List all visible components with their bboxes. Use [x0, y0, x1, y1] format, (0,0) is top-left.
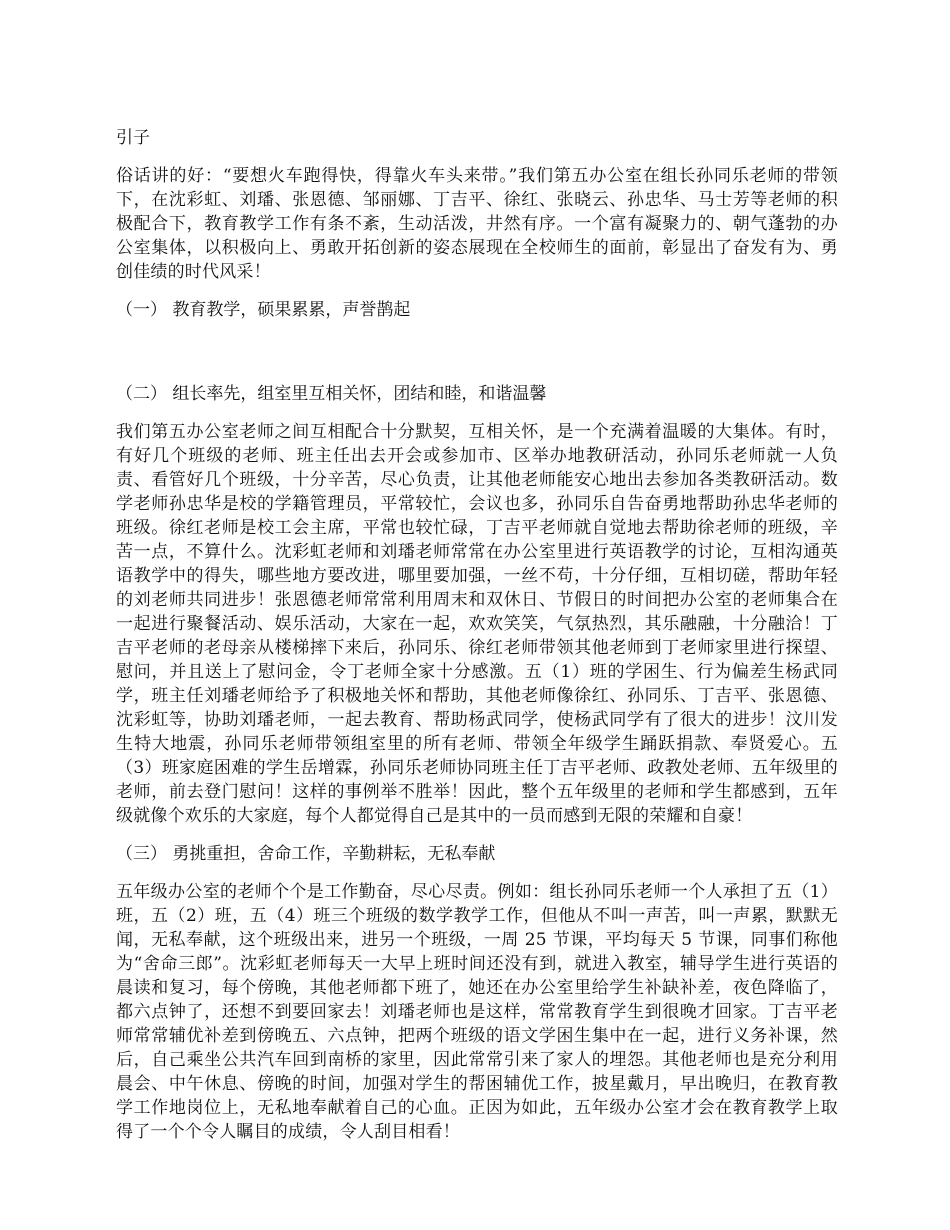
section-1-empty-space [116, 322, 838, 368]
section-2-paragraph: 我们第五办公室老师之间互相配合十分默契，互相关怀，是一个充满着温暖的大集体。有时，有好几个班级的老师、班主任出去开会或参加市、区举办地教研活动，孙同乐老师就一人负责、看管好几个班级，十分辛苦，尽心负责，让其他老师能安心地出去参加各类教研活动。数学老师孙忠华是校的学籍管理员，平常较忙，会议也多，孙同乐自告奋勇地帮助孙忠华老师的班级。徐红老师是校工会主席，平常也较忙碌，丁吉平老师就自觉地去帮助徐老师的班级，辛苦一点，不算什么。沈彩虹老师和刘璠老师常常在办公室里进行英语教学的讨论，互相沟通英语教学中的得失，哪些地方要改进，哪里要加强，一丝不苟，十分仔细，互相切磋，帮助年轻的刘老师共同进步！张恩德老师常常利用周末和双休日、节假日的时间把办公室的老师集合在一起进行聚餐活动、娱乐活动，大家在一起，欢欢笑笑，气氛热烈，其乐融融，十分融洽！丁吉平老师的老母亲从楼梯摔下来后，孙同乐、徐红老师带领其他老师到丁老师家里进行探望、慰问，并且送上了慰问金，令丁老师全家十分感激。五（1）班的学困生、行为偏差生杨武同学，班主任刘璠老师给予了积极地关怀和帮助，其他老师像徐红、孙同乐、丁吉平、张恩德、沈彩虹等，协助刘璠老师，一起去教育、帮助杨武同学，使杨武同学有了很大的进步！汶川发生特大地震，孙同乐老师带领组室里的所有老师、带领全年级学生踊跃捐款、奉贤爱心。五（3）班家庭困难的学生岳增霖，孙同乐老师协同班主任丁吉平老师、政教处老师、五年级里的老师，前去登门慰问！这样的事例举不胜举！因此，整个五年级里的老师和学生都感到，五年级就像个欢乐的大家庭，每个人都觉得自己是其中的一员而感到无限的荣耀和自豪！ [116, 422, 838, 826]
section-2-heading: （二） 组长率先，组室里互相关怀，团结和睦，和谐温馨 [116, 384, 547, 404]
section-3-paragraph: 五年级办公室的老师个个是工作勤奋，尽心尽责。例如：组长孙同乐老师一个人承担了五（1）班，五（2）班，五（4）班三个班级的数学教学工作，但他从不叫一声苦，叫一声累，默默无闻，无私奉献，这个班级出来，进另一个班级，一周 25 节课，平均每天 5 节课，同事们称他为“舍命三郎”。沈彩虹老师每天一大早上班时间还没有到，就进入教室，辅导学生进行英语的晨读和复习，每个傍晚，其他老师都下班了，她还在办公室里给学生补缺补差，夜色降临了，都六点钟了，还想不到要回家去！刘璠老师也是这样，常常教育学生到很晚才回家。丁吉平老师常常辅优补差到傍晚五、六点钟，把两个班级的语文学困生集中在一起，进行义务补课，然后，自己乘坐公共汽车回到南桥的家里，因此常常引来了家人的埋怨。其他老师也是充分利用晨会、中午休息、傍晚的时间，加强对学生的帮困辅优工作，披星戴月，早出晚归，在教育教学工作地岗位上，无私地奉献着自己的心血。正因为如此，五年级办公室才会在教育教学上取得了一个个令人瞩目的成绩，令人刮目相看！ [116, 882, 838, 1142]
document-page [116, 126, 838, 1144]
intro-heading: 引子 [116, 128, 150, 148]
section-3-heading: （三） 勇挑重担，舍命工作，辛勤耕耘，无私奉献 [116, 844, 496, 864]
intro-paragraph: 俗话讲的好：“要想火车跑得快，得靠火车头来带。”我们第五办公室在组长孙同乐老师的带领下，在沈彩虹、刘璠、张恩德、邹丽娜、丁吉平、徐红、张晓云、孙忠华、马士芳等老师的积极配合下，教育教学工作有条不紊，生动活泼，井然有序。一个富有凝聚力的、朝气蓬勃的办公室集体，以积极向上、勇敢开拓创新的姿态展现在全校师生的面前，彰显出了奋发有为、勇创佳绩的时代风采！ [116, 166, 838, 282]
section-1-heading: （一） 教育教学，硕果累累，声誉鹊起 [116, 300, 411, 320]
